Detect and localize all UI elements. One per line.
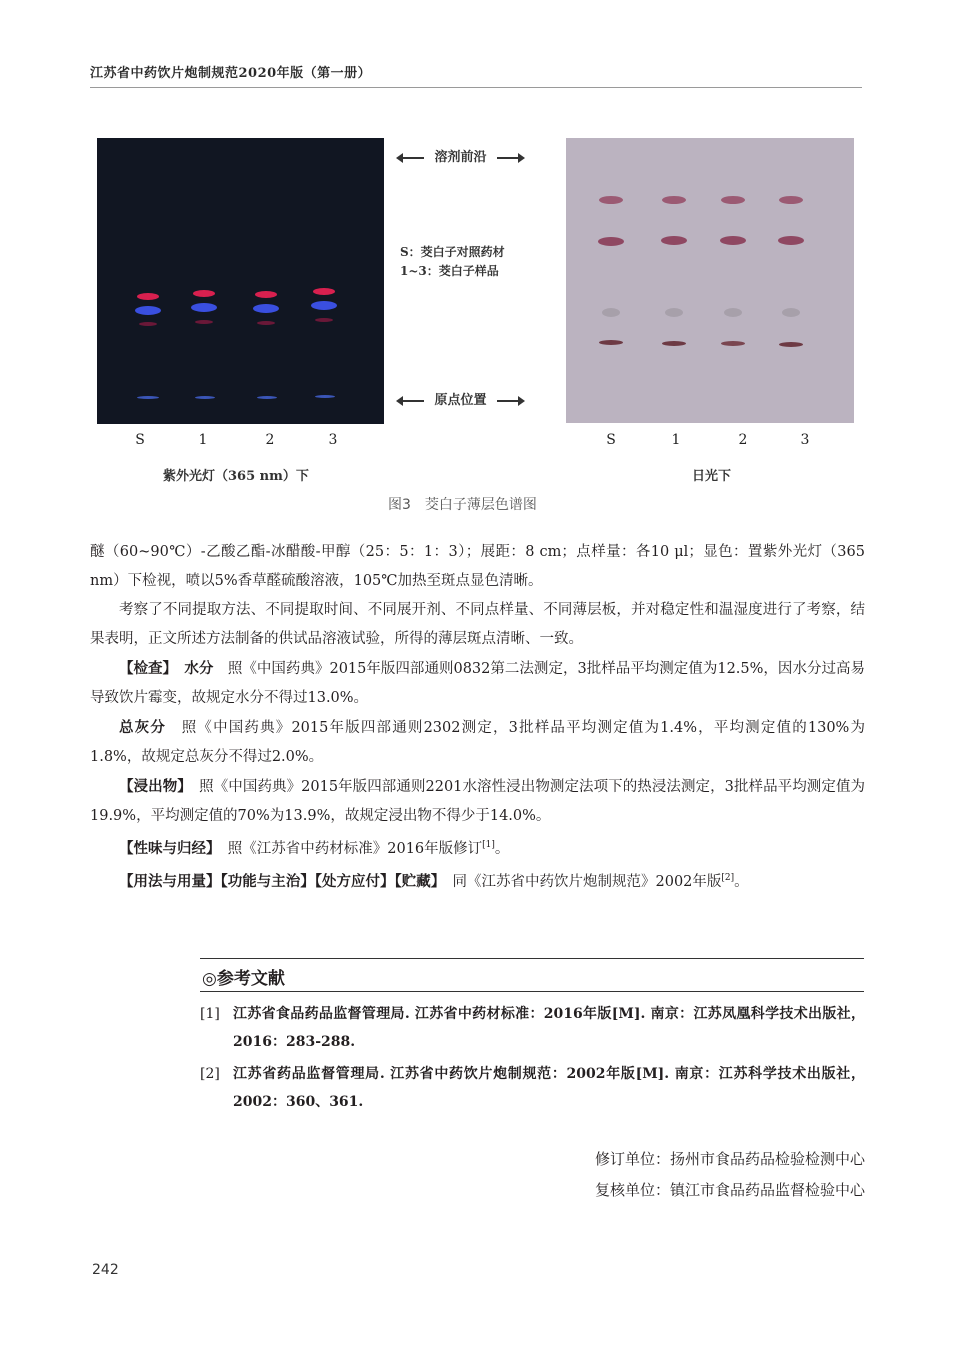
day-band-mid-2 bbox=[720, 236, 746, 245]
paragraph-nature: 【性味与归经】 照《江苏省中药材标准》2016年版修订[1]。 bbox=[119, 839, 510, 857]
uv-faint-band-1 bbox=[195, 320, 213, 324]
right-arrow-icon bbox=[497, 395, 525, 407]
uv-blue-band-2 bbox=[253, 304, 279, 313]
uv-origin-1 bbox=[195, 396, 215, 399]
uv-blue-band-s bbox=[135, 306, 161, 315]
legend-samples: 1~3：茭白子样品 bbox=[400, 264, 499, 278]
solvent-front-label: 溶剂前沿 bbox=[396, 146, 525, 165]
references-rule-top bbox=[200, 958, 864, 959]
uv-faint-band-3 bbox=[315, 318, 333, 322]
right-arrow-icon bbox=[497, 152, 525, 164]
paragraph-ash: 总灰分 照《中国药典》2015年版四部通则2302测定，3批样品平均测定值为1.4%，平均测定值的130%为1.8%，故规定总灰分不得过2.0%。 bbox=[90, 719, 866, 765]
reference-list bbox=[200, 1000, 865, 1120]
uv-red-band-s bbox=[137, 293, 159, 300]
origin-label: 原点位置 bbox=[396, 389, 525, 408]
references-title: ◎参考文献 bbox=[202, 969, 285, 989]
day-band-top-1 bbox=[662, 196, 686, 204]
reference-item bbox=[200, 1000, 865, 1056]
daylight-plate-caption: 日光下 bbox=[692, 469, 732, 484]
subsection-total-ash: 总灰分 bbox=[119, 719, 167, 736]
day-lane-3: 3 bbox=[800, 432, 810, 448]
uv-blue-band-1 bbox=[191, 303, 217, 312]
uv-plate-caption: 紫外光灯（365 nm）下 bbox=[163, 469, 309, 484]
day-band-low-1 bbox=[665, 308, 683, 317]
day-lane-s: S bbox=[606, 432, 616, 448]
uv-origin-2 bbox=[257, 396, 277, 399]
reference-number: [1] bbox=[200, 1006, 220, 1022]
citation-2[interactable]: [2] bbox=[721, 872, 735, 883]
body-text bbox=[90, 538, 865, 897]
paragraph-extract: 【浸出物】 照《中国药典》2015年版四部通则2201水溶性浸出物测定法项下的热浸法测定，3批样品平均测定值为19.9%，平均测定值的70%为13.9%，故规定浸出物不得少于14.0%。 bbox=[90, 778, 866, 824]
day-band-dark-1 bbox=[662, 341, 686, 346]
day-band-dark-2 bbox=[721, 341, 745, 346]
uv-origin-3 bbox=[315, 395, 335, 398]
paragraph-usage: 【用法与用量】【功能与主治】【处方应付】【贮藏】 同《江苏省中药饮片炮制规范》2002年版[2]。 bbox=[119, 872, 749, 890]
uv-lane-2: 2 bbox=[265, 432, 275, 448]
uv-red-band-1 bbox=[193, 290, 215, 297]
section-tag-inspection: 【检查】 bbox=[119, 660, 170, 677]
revised-by: 修订单位：扬州市食品药品检验检测中心 bbox=[594, 1150, 865, 1168]
header-rule bbox=[90, 87, 862, 88]
day-band-top-s bbox=[599, 196, 623, 204]
day-band-top-3 bbox=[779, 196, 803, 204]
citation-1[interactable]: [1] bbox=[482, 840, 495, 850]
paragraph-investigation: 考察了不同提取方法、不同提取时间、不同展开剂、不同点样量、不同薄层板，并对稳定性和温湿度进行了考察，结果表明，正文所述方法制备的供试品溶液试验，所得的薄层斑点清晰、一致。 bbox=[90, 602, 865, 647]
reference-item bbox=[200, 1060, 865, 1116]
daylight-tlc-plate bbox=[566, 138, 854, 423]
uv-faint-band-s bbox=[139, 322, 157, 326]
day-band-low-3 bbox=[782, 308, 800, 317]
reviewed-by: 复核单位：镇江市食品药品监督检验中心 bbox=[594, 1181, 865, 1199]
running-header: 江苏省中药饮片炮制规范2020年版（第一册） bbox=[90, 66, 372, 81]
reference-number: [2] bbox=[200, 1066, 220, 1082]
uv-tlc-plate bbox=[97, 138, 384, 424]
uv-red-band-2 bbox=[255, 291, 277, 298]
figure-caption: 图3 茭白子薄层色谱图 bbox=[388, 497, 537, 513]
uv-lane-3: 3 bbox=[328, 432, 338, 448]
reference-text: 江苏省食品药品监督管理局. 江苏省中药材标准：2016年版[M]. 南京：江苏凤凰科学技术出版社，2016：283-288. bbox=[233, 1006, 865, 1050]
day-band-mid-s bbox=[598, 237, 624, 246]
day-band-mid-1 bbox=[661, 236, 687, 245]
uv-faint-band-2 bbox=[257, 321, 275, 325]
uv-blue-band-3 bbox=[311, 301, 337, 310]
day-band-top-2 bbox=[721, 196, 745, 204]
day-band-low-s bbox=[602, 308, 620, 317]
uv-red-band-3 bbox=[313, 288, 335, 295]
reference-text: 江苏省药品监督管理局. 江苏省中药饮片炮制规范：2002年版[M]. 南京：江苏科学技术出版社，2002：360、361. bbox=[233, 1066, 865, 1110]
left-arrow-icon bbox=[396, 152, 424, 164]
paragraph-moisture: 【检查】 水分 照《中国药典》2015年版四部通则0832第二法测定，3批样品平均测定值为12.5%，因水分过高易导致饮片霉变，故规定水分不得过13.0%。 bbox=[90, 660, 866, 706]
section-tag-nature: 【性味与归经】 bbox=[119, 839, 214, 857]
day-lane-2: 2 bbox=[738, 432, 748, 448]
day-band-mid-3 bbox=[778, 236, 804, 245]
paragraph-method: 醚（60~90℃）-乙酸乙酯-冰醋酸-甲醇（25：5：1：3）；展距：8 cm；点样量：各10 μl；显色：置紫外光灯（365 nm）下检视，喷以5%香草醛硫酸溶液，105℃加热至斑点显色清晰。 bbox=[90, 544, 865, 589]
day-lane-1: 1 bbox=[671, 432, 681, 448]
day-band-dark-3 bbox=[779, 342, 803, 347]
figure-legend bbox=[400, 243, 505, 281]
section-tag-extract: 【浸出物】 bbox=[119, 778, 185, 795]
day-band-low-2 bbox=[724, 308, 742, 317]
subsection-moisture: 水分 bbox=[184, 660, 214, 677]
uv-origin-s bbox=[137, 396, 159, 399]
uv-lane-s: S bbox=[135, 432, 145, 448]
day-band-dark-s bbox=[599, 340, 623, 345]
section-tag-usage: 【用法与用量】【功能与主治】【处方应付】【贮藏】 bbox=[119, 872, 438, 890]
references-rule-bottom bbox=[200, 991, 864, 992]
legend-s: S：茭白子对照药材 bbox=[400, 245, 505, 259]
left-arrow-icon bbox=[396, 395, 424, 407]
uv-lane-1: 1 bbox=[198, 432, 208, 448]
page-number: 242 bbox=[92, 1262, 119, 1278]
